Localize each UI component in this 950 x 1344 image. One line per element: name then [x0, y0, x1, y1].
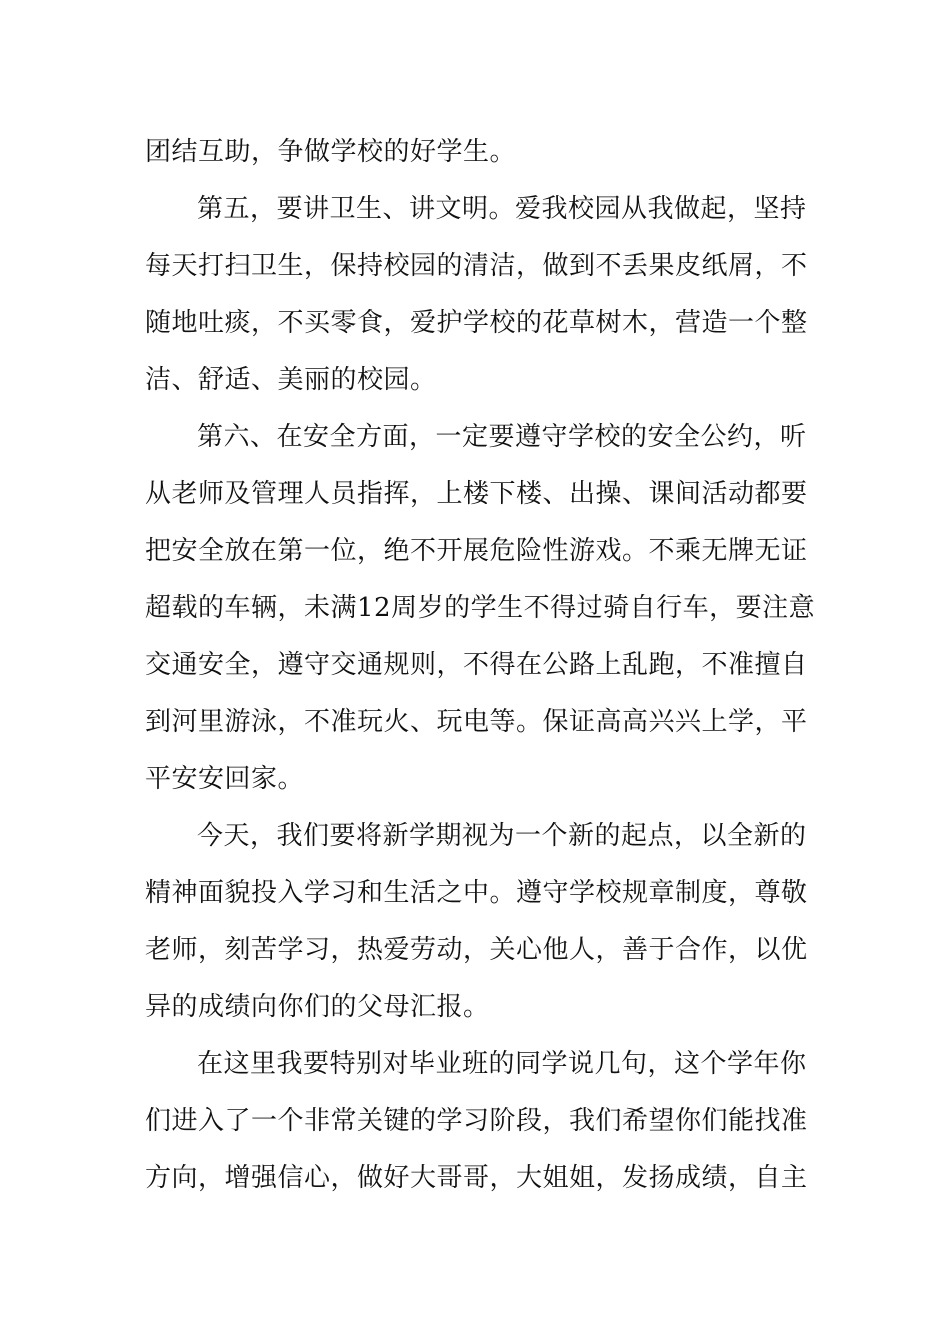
text-line: 精神面貌投入学习和生活之中。遵守学校规章制度，尊敬 — [145, 878, 808, 908]
text-line: 随地吐痰，不买零食，爱护学校的花草树木，营造一个整 — [145, 308, 808, 338]
text-line: 把安全放在第一位，绝不开展危险性游戏。不乘无牌无证 — [145, 536, 808, 566]
text-line: 平安安回家。 — [145, 764, 305, 794]
text-line: 方向，增强信心，做好大哥哥，大姐姐，发扬成绩，自主 — [145, 1163, 808, 1193]
text-line: 超载的车辆，未满12周岁的学生不得过骑自行车，要注意 — [145, 593, 816, 623]
text-line: 每天打扫卫生，保持校园的清洁，做到不丢果皮纸屑，不 — [145, 251, 808, 281]
text-line: 交通安全，遵守交通规则，不得在公路上乱跑，不准擅自 — [145, 650, 808, 680]
paragraph-first-line: 第五，要讲卫生、讲文明。爱我校园从我做起，坚持 — [197, 194, 807, 224]
text-line: 团结互助，争做学校的好学生。 — [145, 137, 517, 167]
text-line: 们进入了一个非常关键的学习阶段，我们希望你们能找准 — [145, 1106, 808, 1136]
paragraph-first-line: 今天，我们要将新学期视为一个新的起点，以全新的 — [197, 821, 807, 851]
text-line: 老师，刻苦学习，热爱劳动，关心他人，善于合作，以优 — [145, 935, 808, 965]
text-line: 洁、舒适、美丽的校园。 — [145, 365, 437, 395]
paragraph-first-line: 在这里我要特别对毕业班的同学说几句，这个学年你 — [197, 1049, 807, 1079]
text-line: 异的成绩向你们的父母汇报。 — [145, 992, 490, 1022]
text-line: 从老师及管理人员指挥，上楼下楼、出操、课间活动都要 — [145, 479, 808, 509]
paragraph-first-line: 第六、在安全方面，一定要遵守学校的安全公约，听 — [197, 422, 807, 452]
text-line: 到河里游泳，不准玩火、玩电等。保证高高兴兴上学，平 — [145, 707, 808, 737]
